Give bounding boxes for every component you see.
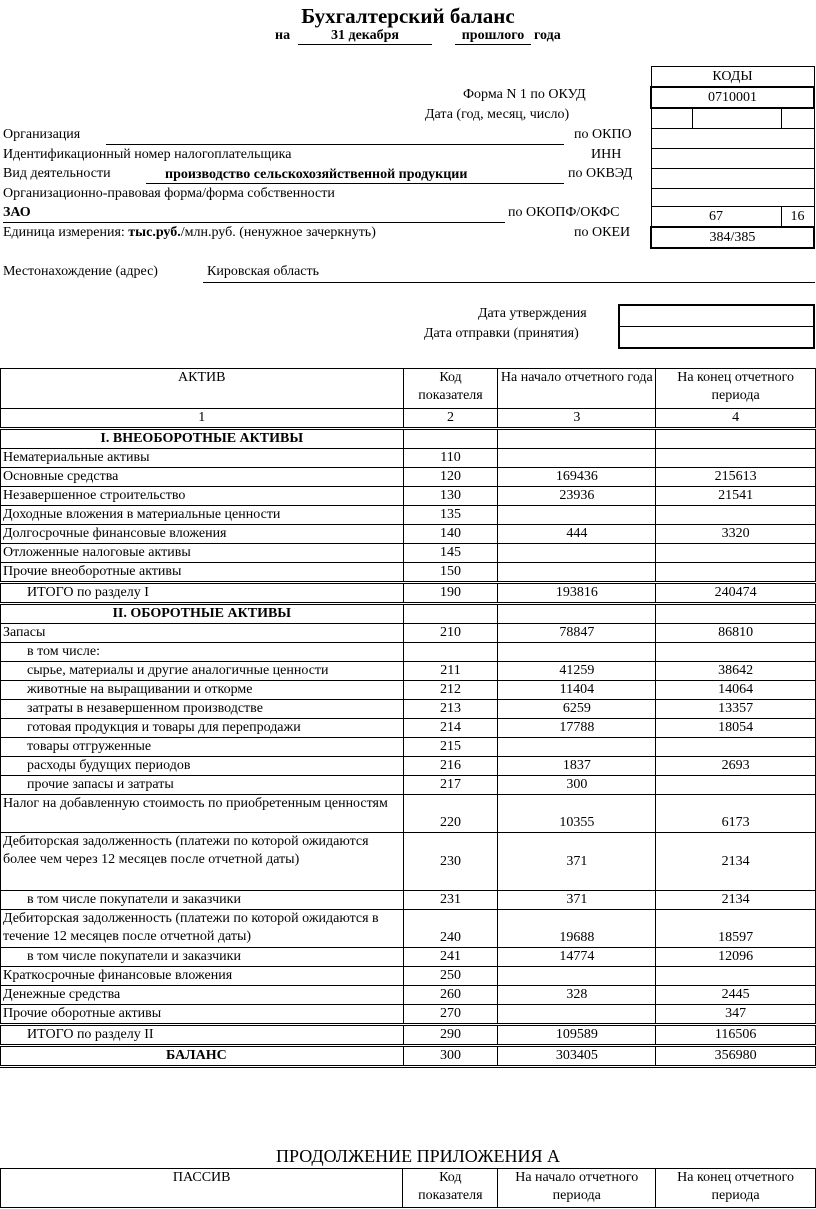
- table-cell: 18597: [656, 910, 816, 948]
- table-cell: [498, 604, 656, 624]
- table-cell: [498, 506, 656, 525]
- table-cell: [403, 643, 498, 662]
- table-cell: [498, 429, 656, 449]
- table-row: [1, 795, 816, 833]
- address-value: Кировская область: [207, 264, 320, 279]
- table-cell: ИТОГО по разделу I: [1, 583, 404, 604]
- col-header-start: На начало отчетного года: [498, 369, 656, 409]
- okved-label: по ОКВЭД: [568, 166, 633, 181]
- table-cell: 11404: [498, 681, 656, 700]
- table-cell: 231: [403, 891, 498, 910]
- okpo-label: по ОКПО: [574, 127, 632, 142]
- table-cell: 240: [403, 910, 498, 948]
- table-row: [1, 738, 816, 757]
- table-cell: 241: [403, 948, 498, 967]
- table-row: [1, 833, 816, 891]
- table-cell: БАЛАНС: [1, 1046, 404, 1067]
- col-header-liability: ПАССИВ: [1, 1169, 403, 1208]
- table-cell: 347: [656, 1005, 816, 1025]
- table-cell: 130: [403, 487, 498, 506]
- col-header-start: На начало отчетного периода: [498, 1169, 656, 1208]
- date-prefix: на: [275, 28, 291, 43]
- table-cell: 193816: [498, 583, 656, 604]
- table-cell: 230: [403, 833, 498, 891]
- table-cell: 41259: [498, 662, 656, 681]
- table-cell: 371: [498, 891, 656, 910]
- table-cell: Доходные вложения в материальные ценности: [1, 506, 404, 525]
- table-row: [1, 757, 816, 776]
- table-cell: 2134: [656, 833, 816, 891]
- table-cell: 212: [403, 681, 498, 700]
- table-row: [1, 487, 816, 506]
- table-cell: Запасы: [1, 624, 404, 643]
- table-cell: 135: [403, 506, 498, 525]
- table-cell: Прочие внеоборотные активы: [1, 563, 404, 583]
- balance-year: прошлого: [455, 28, 531, 45]
- table-cell: 210: [403, 624, 498, 643]
- table-cell: 14774: [498, 948, 656, 967]
- continuation-title: ПРОДОЛЖЕНИЕ ПРИЛОЖЕНИЯ А: [276, 1146, 560, 1166]
- table-cell: 300: [498, 776, 656, 795]
- table-cell: 23936: [498, 487, 656, 506]
- table-cell: 270: [403, 1005, 498, 1025]
- year-suffix: года: [534, 28, 561, 43]
- table-cell: 240474: [656, 583, 816, 604]
- date-day-cell[interactable]: [781, 108, 814, 129]
- table-cell: 371: [498, 833, 656, 891]
- liabilities-table: [0, 1168, 816, 1208]
- table-row: [1, 910, 816, 948]
- date-month-cell[interactable]: [692, 108, 781, 129]
- table-cell: Прочие оборотные активы: [1, 1005, 404, 1025]
- col-header-asset: АКТИВ: [1, 369, 404, 409]
- table-cell: 6259: [498, 700, 656, 719]
- table-cell: товары отгруженные: [1, 738, 404, 757]
- table-cell: 18054: [656, 719, 816, 738]
- send-label: Дата отправки (принятия): [424, 326, 579, 341]
- table-row: [1, 449, 816, 468]
- table-cell: 217: [403, 776, 498, 795]
- total-row: [1, 583, 816, 604]
- table-row: [1, 468, 816, 487]
- table-cell: 300: [403, 1046, 498, 1067]
- table-row: [1, 563, 816, 583]
- table-cell: [656, 429, 816, 449]
- table-cell: 6173: [656, 795, 816, 833]
- table-row: [1, 681, 816, 700]
- assets-table: [0, 368, 816, 1068]
- table-row: [1, 700, 816, 719]
- table-row: [1, 643, 816, 662]
- table-cell: 2134: [656, 891, 816, 910]
- date-label: Дата (год, месяц, число): [425, 107, 570, 122]
- codes-table: [650, 66, 815, 249]
- col-header-end: На конец отчетного периода: [656, 1169, 816, 1208]
- unit-value: тыс.руб.: [128, 225, 181, 240]
- table-cell: 3320: [656, 525, 816, 544]
- table-cell: 116506: [656, 1025, 816, 1046]
- table-cell: 356980: [656, 1046, 816, 1067]
- table-cell: ИТОГО по разделу II: [1, 1025, 404, 1046]
- table-cell: 17788: [498, 719, 656, 738]
- table-cell: сырье, материалы и другие аналогичные ценности: [1, 662, 404, 681]
- send-date-cell[interactable]: [619, 327, 814, 349]
- table-cell: [498, 738, 656, 757]
- section-title: II. ОБОРОТНЫЕ АКТИВЫ: [1, 604, 404, 624]
- balance-date: 31 декабря: [298, 28, 432, 45]
- col-number: 3: [498, 409, 656, 429]
- table-cell: [656, 449, 816, 468]
- activity-value: производство сельскохозяйственной продукции: [165, 167, 468, 182]
- okei-value: 384/385: [651, 227, 814, 248]
- table-cell: [498, 643, 656, 662]
- table-cell: [656, 604, 816, 624]
- activity-label: Вид деятельности: [3, 166, 111, 181]
- approve-date-cell[interactable]: [619, 305, 814, 327]
- table-cell: 215: [403, 738, 498, 757]
- okved-value[interactable]: [651, 169, 814, 189]
- table-cell: Налог на добавленную стоимость по приобретенным ценностям: [1, 795, 404, 833]
- col-number: 2: [403, 409, 498, 429]
- table-cell: Дебиторская задолженность (платежи по которой ожидаются более чем через 12 месяцев после отчетной даты): [1, 833, 404, 891]
- table-cell: [656, 776, 816, 795]
- okei-label: по ОКЕИ: [574, 225, 631, 240]
- unit-line: [3, 225, 376, 241]
- table-cell: [651, 189, 814, 207]
- table-cell: 145: [403, 544, 498, 563]
- table-cell: 12096: [656, 948, 816, 967]
- table-cell: [656, 967, 816, 986]
- table-cell: 190: [403, 583, 498, 604]
- table-cell: [656, 738, 816, 757]
- inn-value[interactable]: [651, 149, 814, 169]
- form-value: ЗАО: [3, 205, 31, 220]
- table-cell: Дебиторская задолженность (платежи по которой ожидаются в течение 12 месяцев после отчетной даты): [1, 910, 404, 948]
- table-row: [1, 624, 816, 643]
- table-cell: 109589: [498, 1025, 656, 1046]
- table-cell: [498, 967, 656, 986]
- table-cell: в том числе покупатели и заказчики: [1, 891, 404, 910]
- table-cell: 214: [403, 719, 498, 738]
- table-cell: [498, 449, 656, 468]
- table-cell: 150: [403, 563, 498, 583]
- table-cell: 78847: [498, 624, 656, 643]
- okfs-value: 67: [651, 207, 781, 228]
- table-cell: 38642: [656, 662, 816, 681]
- table-row: [1, 986, 816, 1005]
- table-row: [1, 506, 816, 525]
- table-cell: [656, 544, 816, 563]
- table-cell: 211: [403, 662, 498, 681]
- table-row: [1, 544, 816, 563]
- table-cell: [403, 604, 498, 624]
- table-cell: 250: [403, 967, 498, 986]
- table-cell: 216: [403, 757, 498, 776]
- table-cell: [403, 429, 498, 449]
- section-title: I. ВНЕОБОРОТНЫЕ АКТИВЫ: [1, 429, 404, 449]
- address-label: Местонахождение (адрес): [3, 264, 158, 279]
- table-cell: [656, 563, 816, 583]
- table-cell: [498, 544, 656, 563]
- document-title: Бухгалтерский баланс: [301, 4, 515, 28]
- table-row: [1, 525, 816, 544]
- table-cell: расходы будущих периодов: [1, 757, 404, 776]
- okud-label: Форма N 1 по ОКУД: [463, 87, 586, 102]
- table-cell: 13357: [656, 700, 816, 719]
- table-cell: 303405: [498, 1046, 656, 1067]
- table-cell: готовая продукция и товары для перепродажи: [1, 719, 404, 738]
- table-row: [1, 891, 816, 910]
- table-cell: [498, 1005, 656, 1025]
- table-cell: в том числе:: [1, 643, 404, 662]
- okopf-label: по ОКОПФ/ОКФС: [508, 205, 620, 220]
- okpo-value[interactable]: [651, 129, 814, 149]
- approve-label: Дата утверждения: [478, 306, 587, 321]
- table-cell: 2445: [656, 986, 816, 1005]
- okopf-value: 16: [781, 207, 814, 228]
- dates-table: [618, 304, 815, 349]
- table-row: [1, 662, 816, 681]
- table-cell: Незавершенное строительство: [1, 487, 404, 506]
- org-label: Организация: [3, 127, 81, 142]
- inn-code-label: ИНН: [591, 147, 622, 162]
- table-cell: Денежные средства: [1, 986, 404, 1005]
- col-number: 4: [656, 409, 816, 429]
- table-cell: 10355: [498, 795, 656, 833]
- table-cell: Отложенные налоговые активы: [1, 544, 404, 563]
- table-cell: 21541: [656, 487, 816, 506]
- table-cell: Краткосрочные финансовые вложения: [1, 967, 404, 986]
- col-header-code: Код показателя: [403, 1169, 498, 1208]
- table-cell: 444: [498, 525, 656, 544]
- table-cell: 2693: [656, 757, 816, 776]
- date-year-cell[interactable]: [651, 108, 692, 129]
- table-cell: прочие запасы и затраты: [1, 776, 404, 795]
- table-row: [1, 776, 816, 795]
- table-cell: 86810: [656, 624, 816, 643]
- table-cell: Долгосрочные финансовые вложения: [1, 525, 404, 544]
- table-cell: в том числе покупатели и заказчики: [1, 948, 404, 967]
- table-row: [1, 948, 816, 967]
- inn-label: Идентификационный номер налогоплательщика: [3, 147, 292, 162]
- table-cell: 140: [403, 525, 498, 544]
- table-cell: 169436: [498, 468, 656, 487]
- table-cell: 290: [403, 1025, 498, 1046]
- okud-value: 0710001: [651, 87, 814, 108]
- table-cell: 260: [403, 986, 498, 1005]
- table-row: [1, 1005, 816, 1025]
- table-cell: 220: [403, 795, 498, 833]
- table-cell: затраты в незавершенном производстве: [1, 700, 404, 719]
- balance-row: [1, 1046, 816, 1067]
- unit-label: Единица измерения:: [3, 225, 125, 240]
- unit-rest: /млн.руб. (ненужное зачеркнуть): [180, 225, 376, 240]
- table-cell: [656, 506, 816, 525]
- table-cell: животные на выращивании и откорме: [1, 681, 404, 700]
- table-cell: [498, 563, 656, 583]
- table-cell: 1837: [498, 757, 656, 776]
- table-cell: 120: [403, 468, 498, 487]
- table-cell: 110: [403, 449, 498, 468]
- table-cell: 19688: [498, 910, 656, 948]
- table-cell: 328: [498, 986, 656, 1005]
- col-header-code: Код показателя: [403, 369, 498, 409]
- form-label: Организационно-правовая форма/форма собственности: [3, 186, 335, 201]
- codes-heading: КОДЫ: [651, 67, 814, 88]
- table-cell: [656, 643, 816, 662]
- org-input-line[interactable]: [106, 144, 564, 145]
- col-number: 1: [1, 409, 404, 429]
- table-cell: 213: [403, 700, 498, 719]
- table-row: [1, 719, 816, 738]
- col-header-end: На конец отчетного периода: [656, 369, 816, 409]
- total-row: [1, 1025, 816, 1046]
- table-cell: 14064: [656, 681, 816, 700]
- table-row: [1, 967, 816, 986]
- table-cell: Нематериальные активы: [1, 449, 404, 468]
- table-cell: 215613: [656, 468, 816, 487]
- table-cell: Основные средства: [1, 468, 404, 487]
